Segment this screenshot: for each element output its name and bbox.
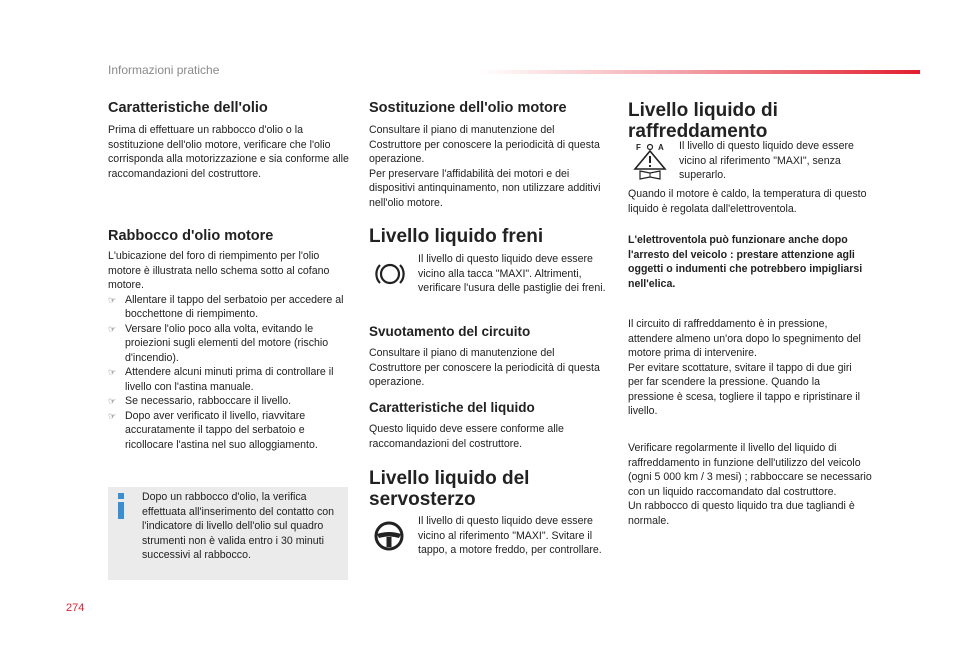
power-steering-section (369, 468, 569, 510)
oil-change-text-2: Per preservare l'affidabilità dei motori e dei dispositivi antinquinamento, non utilizzare additivi nell'olio motore. (369, 167, 601, 209)
info-text: Dopo un rabbocco d'olio, la verifica effettuata all'inserimento del contatto con l'indicatore di livello dell'olio sul quadro strumenti non è valida entro i 30 minuti successivi al rabbocco. (142, 491, 335, 561)
coolant-temp-block (628, 187, 873, 216)
coolant-title: Livello liquido di raffreddamento (628, 100, 778, 142)
oil-topup-title: Rabbocco d'olio motore (108, 228, 274, 244)
oil-topup-section (108, 227, 353, 452)
drain-text: Consultare il piano di manutenzione del Costruttore per conoscere la periodicità di questa operazione. (369, 347, 600, 388)
fluid-characteristics-title: Caratteristiche del liquido (369, 400, 535, 415)
brake-fluid-block (418, 252, 608, 296)
oil-change-title: Sostituzione dell'olio motore (369, 100, 567, 116)
fluid-characteristics-text: Questo liquido deve essere conforme alle raccomandazioni del costruttore. (369, 423, 564, 450)
info-icon (116, 493, 126, 519)
list-item: ☞ Dopo aver verificato il livello, riavvitare accuratamente il tappo del serbatoio e ricollocare l'astina nel suo alloggiamento. (108, 409, 353, 453)
coolant-section (628, 100, 828, 142)
check-text-2: Un rabbocco di questo liquido tra due tagliandi è normale. (628, 500, 855, 527)
svg-text:F: F (636, 143, 641, 152)
page-number: 274 (66, 602, 85, 614)
coolant-warning-icon (632, 142, 668, 180)
fan-warning-text: L'elettroventola può funzionare anche dopo l'arresto del veicolo : prestare attenzione agli oggetti o indumenti che potrebbero impigliarsi nell'elica. (628, 234, 863, 290)
header-accent-line (480, 70, 920, 74)
steering-wheel-icon (373, 520, 405, 552)
pressure-text-2: Per evitare scottature, svitare il tappo di due giri per far scendere la pressione. Quando la pressione è scesa, togliere il tappo e ripristinare il livello. (628, 361, 861, 417)
oil-characteristics-section (108, 99, 353, 181)
fan-warning-block (628, 233, 868, 291)
power-steering-block (418, 514, 608, 558)
info-box (108, 487, 348, 580)
list-item: ☞ Versare l'olio poco alla volta, evitando le proiezioni sugli elementi del motore (rischio d'incendio). (108, 322, 353, 366)
list-item: ☞ Se necessario, rabboccare il livello. (108, 394, 353, 409)
fluid-characteristics-section (369, 399, 609, 451)
list-item: ☞ Attendere alcuni minuti prima di controllare il livello con l'astina manuale. (108, 365, 353, 394)
oil-change-text-1: Consultare il piano di manutenzione del Costruttore per conoscere la periodicità di questa operazione. (369, 124, 600, 165)
power-steering-title: Livello liquido del servosterzo (369, 468, 530, 510)
check-text-1: Verificare regolarmente il livello del liquido di raffreddamento in funzione dell'utilizzo del veicolo (ogni 5 000 km / 3 mesi) ; rabboccare se necessario con un liquido raccomandato dal costruttore. (628, 442, 872, 498)
coolant-text-1: Il livello di questo liquido deve essere vicino al riferimento "MAXI", senza superarlo. (679, 140, 854, 181)
brake-fluid-text: Il livello di questo liquido deve essere vicino alla tacca "MAXI". Altrimenti, verificare l'usura delle pastiglie dei freni. (418, 253, 606, 294)
pressure-block (628, 317, 868, 419)
coolant-block (679, 139, 869, 183)
oil-topup-steps (108, 293, 353, 453)
pressure-text-1: Il circuito di raffreddamento è in pressione, attendere almeno un'ora dopo lo spegnimento del motore prima di intervenire. (628, 318, 861, 359)
drain-title: Svuotamento del circuito (369, 324, 531, 339)
section-header: Informazioni pratiche (108, 63, 220, 77)
svg-text:A: A (658, 143, 664, 152)
check-block (628, 441, 873, 528)
brake-fluid-section (369, 226, 609, 247)
brake-fluid-title: Livello liquido freni (369, 226, 544, 247)
drain-section (369, 323, 609, 390)
oil-characteristics-title: Caratteristiche dell'olio (108, 100, 268, 116)
oil-topup-intro: L'ubicazione del foro di riempimento per l'olio motore è illustrata nello schema sotto al cofano motore. (108, 250, 330, 291)
oil-characteristics-text: Prima di effettuare un rabbocco d'olio o la sostituzione dell'olio motore, verificare che l'olio corrisponda alla motorizzazione e sia conforme alle raccomandazioni del costruttore. (108, 124, 349, 180)
brake-warning-icon (374, 258, 406, 290)
power-steering-text: Il livello di questo liquido deve essere vicino al riferimento "MAXI". Svitare il tappo, a motore freddo, per controllare. (418, 515, 602, 556)
coolant-text-2: Quando il motore è caldo, la temperatura di questo liquido è regolata dall'elettroventola. (628, 188, 867, 215)
list-item: ☞ Allentare il tappo del serbatoio per accedere al bocchettone di riempimento. (108, 293, 353, 322)
oil-change-section (369, 99, 609, 210)
